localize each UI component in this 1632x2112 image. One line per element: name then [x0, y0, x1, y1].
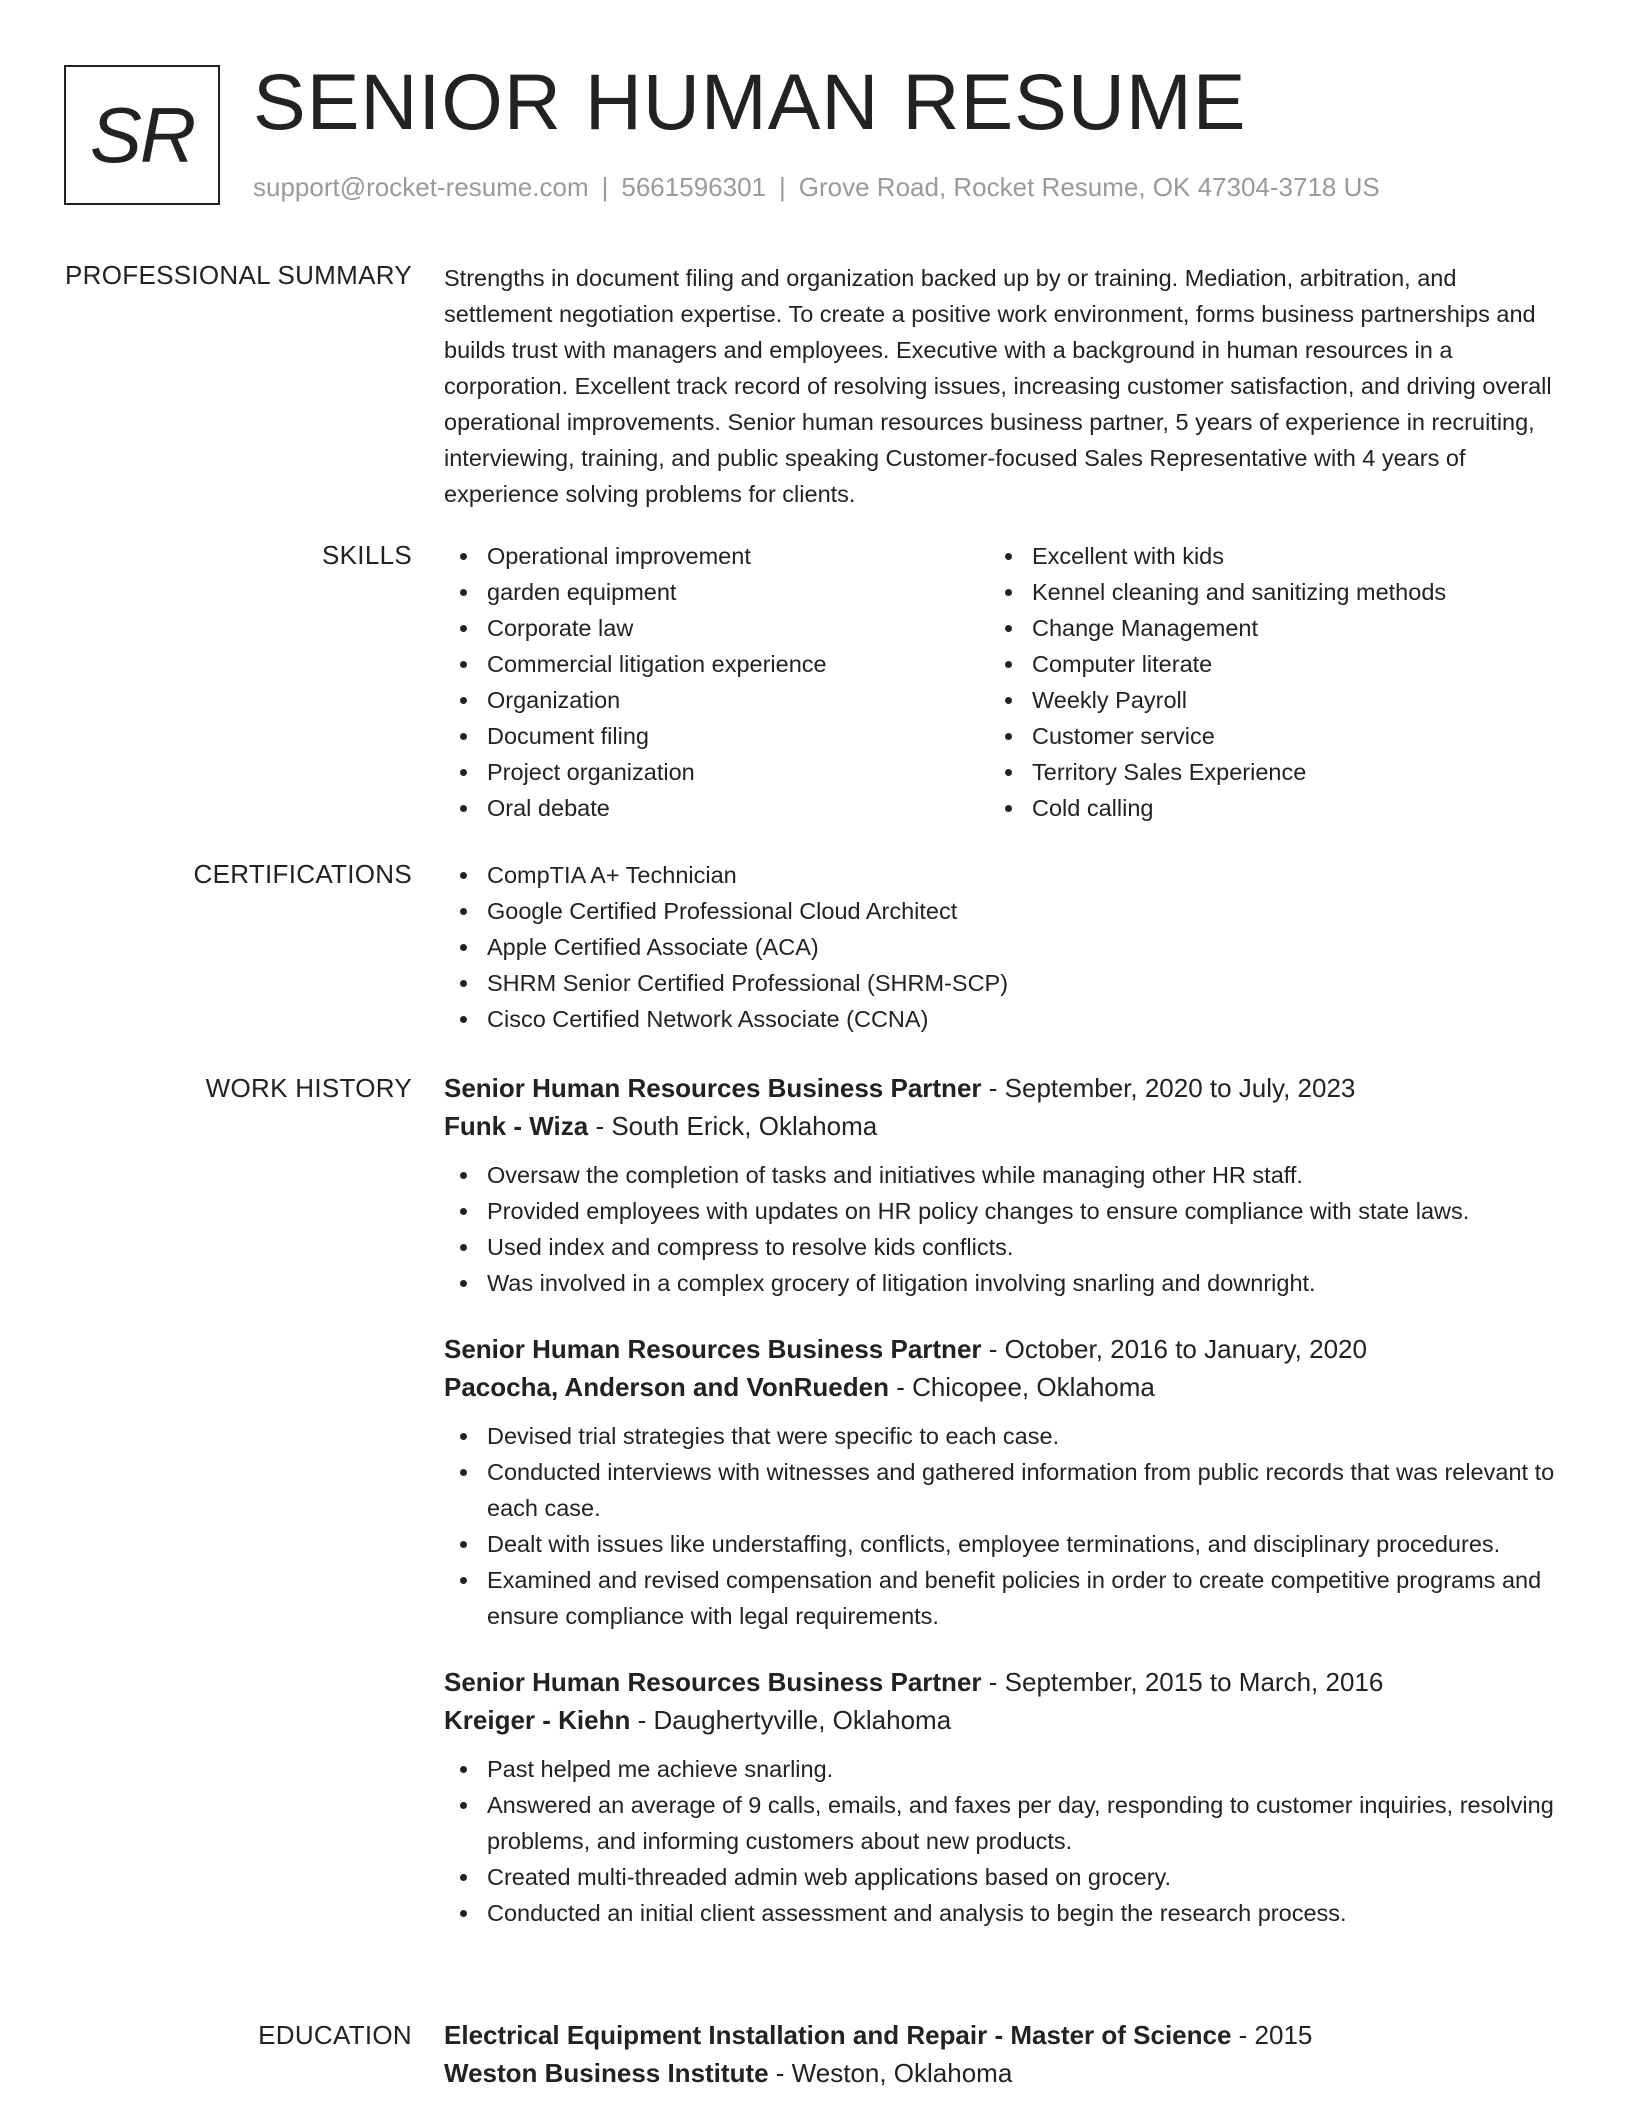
job-duty: Past helped me achieve snarling. [444, 1751, 1556, 1787]
section-label-summary: PROFESSIONAL SUMMARY [65, 260, 412, 290]
job-duty: Created multi-threaded admin web applications based on grocery. [444, 1859, 1556, 1895]
summary-text: Strengths in document filing and organization backed up by or training. Mediation, arbitration, and settlement negotiation expertise. To create a positive work environment, forms business partnerships and builds trust with managers and employees. Executive with a background in human resources in a corporation. Excellent track record of resolving issues, increasing customer satisfaction, and driving overall operational improvements. Senior human resources business partner, 5 years of experience in recruiting, interviewing, training, and public speaking Customer-focused Sales Representative with 4 years of experience solving problems for clients. [444, 265, 1552, 507]
contact-phone[interactable]: 5661596301 [621, 172, 766, 202]
work-history [444, 1070, 1556, 1961]
job-duty: Devised trial strategies that were specific to each case. [444, 1418, 1556, 1454]
job-dates: - September, 2020 to July, 2023 [981, 1073, 1356, 1103]
job-title: Senior Human Resources Business Partner [444, 1667, 982, 1697]
job-duty: Examined and revised compensation and benefit policies in order to create competitive programs and ensure compliance with legal requirements. [444, 1562, 1556, 1634]
skill-item: Project organization [444, 754, 989, 790]
certification-item: Apple Certified Associate (ACA) [444, 929, 1556, 965]
skills-column-left [444, 538, 989, 826]
skills-list [444, 538, 1556, 826]
job-entry [444, 1070, 1556, 1301]
job-duty: Dealt with issues like understaffing, conflicts, employee terminations, and disciplinary procedures. [444, 1526, 1556, 1562]
job-company: Kreiger - Kiehn [444, 1705, 631, 1735]
job-duty: Conducted interviews with witnesses and gathered information from public records that was relevant to each case. [444, 1454, 1556, 1526]
contact-separator: | [601, 172, 609, 202]
section-label-certifications: CERTIFICATIONS [193, 859, 412, 889]
job-company-line [444, 1700, 1556, 1740]
skill-item: Organization [444, 682, 989, 718]
job-duties [444, 1418, 1556, 1634]
job-duty: Provided employees with updates on HR policy changes to ensure compliance with state laws. [444, 1193, 1556, 1229]
job-title-line [444, 1664, 1556, 1700]
skill-item: Weekly Payroll [989, 682, 1534, 718]
resume-name: SENIOR HUMAN RESUME [253, 57, 1247, 146]
skill-item: Kennel cleaning and sanitizing methods [989, 574, 1534, 610]
monogram-logo: SR [64, 65, 220, 205]
job-dates: - October, 2016 to January, 2020 [981, 1334, 1367, 1364]
job-duties [444, 1751, 1556, 1931]
certification-item: SHRM Senior Certified Professional (SHRM-SCP) [444, 965, 1556, 1001]
skill-item: Oral debate [444, 790, 989, 826]
section-label-work-history: WORK HISTORY [205, 1073, 412, 1103]
skill-item: Computer literate [989, 646, 1534, 682]
job-entry [444, 1664, 1556, 1931]
education-degree-line [444, 2017, 1556, 2053]
contact-line [253, 172, 1380, 203]
job-entry [444, 1331, 1556, 1634]
skill-item: Territory Sales Experience [989, 754, 1534, 790]
skill-item: Operational improvement [444, 538, 989, 574]
job-location: - Chicopee, Oklahoma [888, 1372, 1155, 1402]
job-duty: Used index and compress to resolve kids conflicts. [444, 1229, 1556, 1265]
certification-item: CompTIA A+ Technician [444, 857, 1556, 893]
job-company: Pacocha, Anderson and VonRueden [444, 1372, 889, 1402]
skill-item: Corporate law [444, 610, 989, 646]
education-entry [444, 2017, 1556, 2093]
skill-item: Excellent with kids [989, 538, 1534, 574]
section-label-education: EDUCATION [258, 2020, 412, 2050]
certification-item: Cisco Certified Network Associate (CCNA) [444, 1001, 1556, 1037]
job-company-line [444, 1106, 1556, 1146]
skills-column-right [989, 538, 1534, 826]
job-duty: Conducted an initial client assessment and analysis to begin the research process. [444, 1895, 1556, 1931]
job-title: Senior Human Resources Business Partner [444, 1073, 982, 1103]
certifications-list [444, 857, 1556, 1037]
skill-item: garden equipment [444, 574, 989, 610]
job-duty: Oversaw the completion of tasks and initiatives while managing other HR staff. [444, 1157, 1556, 1193]
skill-item: Change Management [989, 610, 1534, 646]
job-company-line [444, 1367, 1556, 1407]
skill-item: Commercial litigation experience [444, 646, 989, 682]
education-location: - Weston, Oklahoma [768, 2058, 1013, 2088]
job-dates: - September, 2015 to March, 2016 [981, 1667, 1384, 1697]
job-duties [444, 1157, 1556, 1301]
education-year: - 2015 [1231, 2020, 1313, 2050]
job-location: - Daughertyville, Oklahoma [630, 1705, 952, 1735]
job-duty: Answered an average of 9 calls, emails, and faxes per day, responding to customer inquiries, resolving problems, and informing customers about new products. [444, 1787, 1556, 1859]
contact-separator: | [779, 172, 786, 202]
job-company: Funk - Wiza [444, 1111, 589, 1141]
job-title: Senior Human Resources Business Partner [444, 1334, 982, 1364]
job-title-line [444, 1331, 1556, 1367]
education-degree: Electrical Equipment Installation and Repair - Master of Science [444, 2020, 1232, 2050]
contact-email[interactable]: support@rocket-resume.com [253, 172, 589, 202]
contact-address: Grove Road, Rocket Resume, OK 47304-3718 US [798, 172, 1380, 202]
job-title-line [444, 1070, 1556, 1106]
certification-item: Google Certified Professional Cloud Architect [444, 893, 1556, 929]
section-label-skills: SKILLS [322, 540, 412, 570]
skill-item: Customer service [989, 718, 1534, 754]
job-duty: Was involved in a complex grocery of litigation involving snarling and downright. [444, 1265, 1556, 1301]
job-location: - South Erick, Oklahoma [588, 1111, 878, 1141]
skill-item: Cold calling [989, 790, 1534, 826]
education-school: Weston Business Institute [444, 2058, 769, 2088]
skill-item: Document filing [444, 718, 989, 754]
education-school-line [444, 2053, 1556, 2093]
